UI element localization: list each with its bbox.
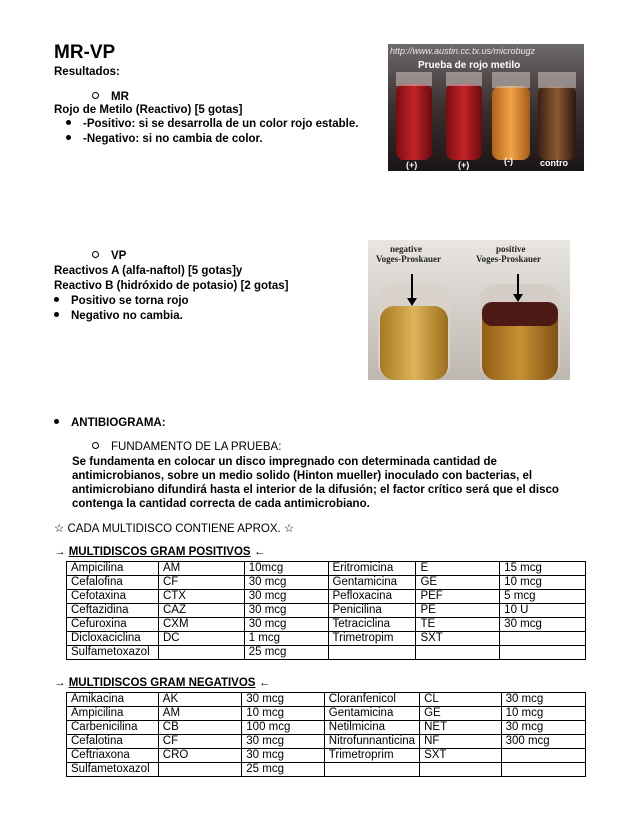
photo-label: (-) <box>504 156 513 166</box>
bullet-icon <box>54 297 59 302</box>
table-cell <box>324 763 419 777</box>
table-cell: 30 mcg <box>242 693 325 707</box>
gram-pos-heading-text: MULTIDISCOS GRAM POSITIVOS <box>68 546 251 558</box>
table-row <box>67 618 586 632</box>
table-cell: CF <box>158 735 242 749</box>
table-cell: Trimetropim <box>328 632 416 646</box>
table-cell: 30 mcg <box>244 576 328 590</box>
fundamento-line: antimicrobianos, sobre un medio solido (Hinton mueller) inoculado con bacterias, el <box>72 470 533 482</box>
multidisco-note: ☆ CADA MULTIDISCO CONTIENE APROX. ☆ <box>54 523 295 535</box>
table-row <box>67 693 586 707</box>
table-row <box>67 707 586 721</box>
table-cell: 10 mcg <box>242 707 325 721</box>
table-row <box>67 646 586 660</box>
table-row <box>67 562 586 576</box>
table-cell: 10 mcg <box>500 576 586 590</box>
table-cell: Netilmicina <box>324 721 419 735</box>
table-cell: Tetraciclina <box>328 618 416 632</box>
table-cell: CB <box>158 721 242 735</box>
gram-pos-table <box>66 561 586 660</box>
table-cell: SXT <box>416 632 500 646</box>
table-cell: 30 mcg <box>244 604 328 618</box>
table-cell: AM <box>158 562 244 576</box>
table-row <box>67 735 586 749</box>
table-cell: 5 mcg <box>500 590 586 604</box>
table-cell: 10 mcg <box>501 707 585 721</box>
table-cell: Penicilina <box>328 604 416 618</box>
table-cell: Carbenicilina <box>67 721 159 735</box>
table-row <box>67 721 586 735</box>
table-cell: E <box>416 562 500 576</box>
table-cell: Ampicilina <box>67 707 159 721</box>
voges-proskauer-photo <box>368 240 570 380</box>
table-cell: AK <box>158 693 242 707</box>
table-cell: Pefloxacina <box>328 590 416 604</box>
table-cell: 1 mcg <box>244 632 328 646</box>
table-cell: Gentamicina <box>324 707 419 721</box>
table-cell: CF <box>158 576 244 590</box>
table-cell: 30 mcg <box>242 735 325 749</box>
bullet-icon <box>54 312 59 317</box>
bullet-icon <box>54 419 59 424</box>
mr-bullet-text: -Negativo: si no cambia de color. <box>83 133 263 145</box>
table-cell: Sulfametoxazol <box>67 646 159 660</box>
tube-negative <box>492 86 530 160</box>
table-cell: Ceftazidina <box>67 604 159 618</box>
resultados-label: Resultados: <box>54 66 120 78</box>
table-cell: Dicloxaciclina <box>67 632 159 646</box>
tube-positive-1 <box>396 84 432 160</box>
photo-label: (+) <box>458 160 470 170</box>
fundamento-heading-text: FUNDAMENTO DE LA PRUEBA: <box>111 441 282 453</box>
table-cell: SXT <box>420 749 501 763</box>
table-cell: 10 U <box>500 604 586 618</box>
mr-bullet-negativo <box>66 133 263 146</box>
arrow-right-icon: → <box>54 677 66 689</box>
mr-bullet-text: -Positivo: si se desarrolla de un color rojo estable. <box>83 118 359 130</box>
table-cell: 30 mcg <box>244 590 328 604</box>
table-cell: Gentamicina <box>328 576 416 590</box>
vp-right-label-1: positive <box>496 244 526 254</box>
table-cell <box>328 646 416 660</box>
methyl-red-test-photo <box>388 44 584 171</box>
antibiograma-heading-text: ANTIBIOGRAMA: <box>71 417 166 429</box>
table-cell: 300 mcg <box>501 735 585 749</box>
photo-label: (+) <box>406 160 418 170</box>
table-cell <box>500 646 586 660</box>
table-row <box>67 590 586 604</box>
bullet-icon <box>66 120 71 125</box>
table-cell: PEF <box>416 590 500 604</box>
bullet-icon <box>66 135 71 140</box>
table-cell: 30 mcg <box>500 618 586 632</box>
table-row <box>67 763 586 777</box>
table-cell: 30 mcg <box>242 749 325 763</box>
table-cell: 30 mcg <box>244 618 328 632</box>
vp-right-label-2: Voges-Proskauer <box>476 254 541 264</box>
vp-bullet-positivo <box>54 295 189 308</box>
table-cell: 10mcg <box>244 562 328 576</box>
circle-bullet-icon <box>92 251 99 258</box>
table-cell: Cefalotina <box>67 735 159 749</box>
table-cell <box>501 749 585 763</box>
table-cell: Ampicilina <box>67 562 159 576</box>
table-cell: 30 mcg <box>501 693 585 707</box>
table-cell: 15 mcg <box>500 562 586 576</box>
table-cell: CL <box>420 693 501 707</box>
table-cell: CRO <box>158 749 242 763</box>
antibiograma-heading <box>54 417 166 430</box>
table-cell <box>501 763 585 777</box>
table-cell: CXM <box>158 618 244 632</box>
table-cell: 30 mcg <box>501 721 585 735</box>
table-row <box>67 749 586 763</box>
table-cell: NET <box>420 721 501 735</box>
vp-heading-text: VP <box>111 250 127 262</box>
table-cell: Eritromicina <box>328 562 416 576</box>
fundamento-line: antimicrobiano difundirá hasta el interior de la difusión; el factor crítico será que el disco <box>72 484 559 496</box>
fundamento-heading <box>92 441 281 454</box>
vp-left-label-2: Voges-Proskauer <box>376 254 441 264</box>
gram-pos-heading <box>54 546 265 559</box>
table-cell: Cefotaxina <box>67 590 159 604</box>
table-cell: 25 mcg <box>244 646 328 660</box>
vp-reactivo-a: Reactivos A (alfa-naftol) [5 gotas]y <box>54 265 243 277</box>
gram-neg-table <box>66 692 586 777</box>
table-cell: Nitrofunnanticina <box>324 735 419 749</box>
table-cell: Ceftriaxona <box>67 749 159 763</box>
mr-bullet-positivo <box>66 118 358 131</box>
mr-heading-text: MR <box>111 91 129 103</box>
table-cell: CAZ <box>158 604 244 618</box>
table-cell: 100 mcg <box>242 721 325 735</box>
table-cell: Cefuroxina <box>67 618 159 632</box>
fundamento-line: Se fundamenta en colocar un disco impregnado con determinada cantidad de <box>72 456 497 468</box>
table-cell: GE <box>420 707 501 721</box>
table-cell: PE <box>416 604 500 618</box>
table-row <box>67 604 586 618</box>
gram-neg-heading-text: MULTIDISCOS GRAM NEGATIVOS <box>68 677 256 689</box>
table-cell: TE <box>416 618 500 632</box>
table-cell: Cefalofina <box>67 576 159 590</box>
circle-bullet-icon <box>92 442 99 449</box>
table-cell <box>416 646 500 660</box>
arrow-left-icon: ← <box>258 677 271 689</box>
table-cell <box>158 763 242 777</box>
arrow-left-icon: ← <box>253 546 266 558</box>
photo-label: contro <box>540 158 568 168</box>
gram-neg-heading <box>54 677 270 690</box>
page-title: MR-VP <box>54 42 116 63</box>
table-cell: 25 mcg <box>242 763 325 777</box>
vp-bullet-text: Positivo se torna rojo <box>71 295 189 307</box>
mr-reactivo: Rojo de Metilo (Reactivo) [5 gotas] <box>54 104 243 116</box>
table-cell: Cloranfenicol <box>324 693 419 707</box>
vp-reactivo-b: Reactivo B (hidróxido de potasio) [2 gotas] <box>54 280 289 292</box>
table-cell: Amikacina <box>67 693 159 707</box>
photo-url-text: http://www.austin.cc.tx.us/microbugz <box>390 46 536 56</box>
table-cell <box>420 763 501 777</box>
table-cell: AM <box>158 707 242 721</box>
table-row <box>67 632 586 646</box>
tube-control <box>538 86 576 160</box>
table-cell: DC <box>158 632 244 646</box>
tube-positive-2 <box>446 84 482 160</box>
vp-heading <box>92 250 126 263</box>
table-cell: Sulfametoxazol <box>67 763 159 777</box>
table-cell: Trimetroprim <box>324 749 419 763</box>
tube-negative <box>380 306 448 380</box>
vp-bullet-text: Negativo no cambia. <box>71 310 183 322</box>
table-cell <box>500 632 586 646</box>
vp-left-label-1: negative <box>390 244 422 254</box>
vp-bullet-negativo <box>54 310 183 323</box>
mr-heading <box>92 91 129 104</box>
photo-caption: Prueba de rojo metilo <box>418 60 521 71</box>
table-cell: GE <box>416 576 500 590</box>
arrow-right-icon: → <box>54 546 66 558</box>
table-row <box>67 576 586 590</box>
fundamento-line: contenga la cantidad correcta de cada antimicrobiano. <box>72 498 370 510</box>
table-cell: CTX <box>158 590 244 604</box>
table-cell <box>158 646 244 660</box>
circle-bullet-icon <box>92 92 99 99</box>
table-cell: NF <box>420 735 501 749</box>
